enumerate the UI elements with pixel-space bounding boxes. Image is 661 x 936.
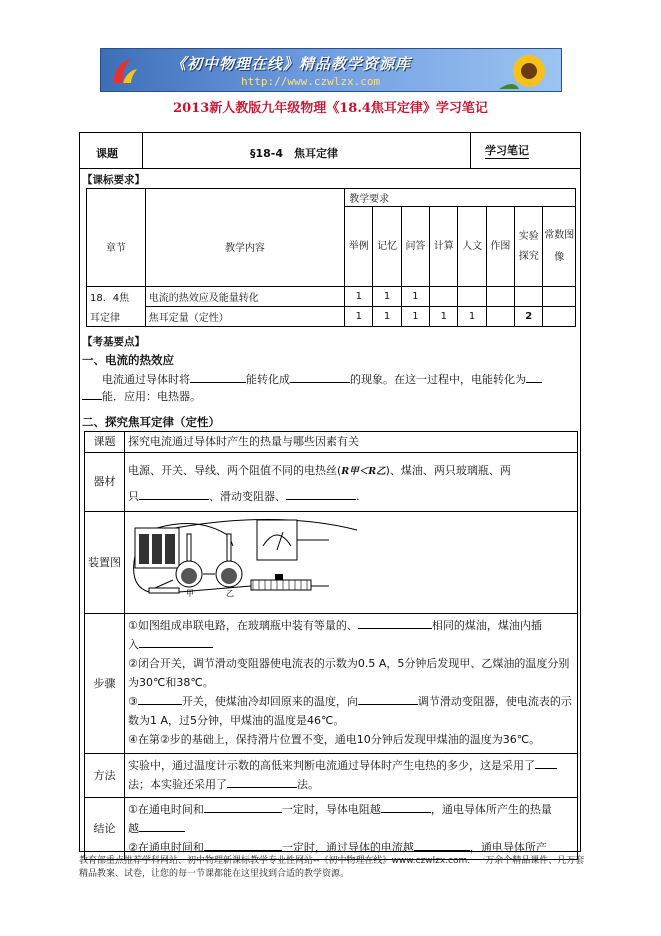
ammeter-icon [257, 520, 297, 560]
circuit-diagram [129, 516, 429, 604]
section-requirements: 【课标要求】 [82, 174, 145, 186]
label-topic: 课题 [85, 432, 125, 453]
label-conclusion: 结论 [85, 798, 125, 860]
col-h: 常数图像 [543, 207, 576, 287]
topic-label: 课题 [96, 147, 118, 160]
col-h: 作图 [486, 207, 514, 287]
method-text: 实验中，通过温度计示数的高低来判断电流通过导体时产生电热的多少，这是采用了 法；本实验还采用了 法。 [125, 754, 578, 798]
steps-text: ①如图组成串联电路，在玻璃瓶中装有等量的、 相同的煤油，煤油内插 入 ②闭合开关，调节滑动变阻器使电流表的示数为0.5 A，5分钟后发现甲、乙煤油的温度分别为30℃和38℃。 ③ 开关，使煤油冷却回原来的温度，向 调节滑动变阻器，使电流表的示数为1 A，过5分钟，甲煤油的温度是46℃。 ④在第②步的基础上，保持滑片位置不变，通电10分钟后发现甲煤油的温度为36℃。 [125, 614, 578, 754]
logo-icon [109, 55, 139, 87]
page-title: 2013新人教版九年级物理《18.4焦耳定律》学习笔记 [173, 101, 488, 116]
battery-icon [135, 528, 179, 568]
site-banner [100, 48, 562, 92]
switch-icon [149, 580, 179, 593]
bottle-jia [176, 534, 202, 587]
experiment-topic: 探究电流通过导体时产生的热量与哪些因素有关 [125, 432, 578, 453]
requirements-table [86, 188, 576, 327]
col-h: 人文 [458, 207, 486, 287]
conclusion-text: ①在通电时间和 一定时，导体电阻越 ，通电导体所产生的热量 越 ②在通电时间和 一定时，通过导体的电流越 ，通电导体所产 [125, 798, 578, 860]
table-row: 18．4焦 电流的热效应及能量转化 1 1 1 [87, 287, 576, 307]
label-steps: 步骤 [85, 614, 125, 754]
col-h: 记忆 [373, 207, 401, 287]
table-row: 耳定律 焦耳定量（定性） 1 1 1 1 1 2 [87, 307, 576, 327]
heading-heat-effect: 一、电流的热效应 [82, 353, 174, 367]
topic-header [80, 133, 580, 169]
label-method: 方法 [85, 754, 125, 798]
label-device: 装置图 [85, 512, 125, 614]
sunflower-icon [499, 51, 553, 91]
heat-effect-text-2: 能．应用：电热器。 [82, 388, 201, 405]
banner-title: 《初中物理在线》精品教学资源库 [171, 55, 412, 73]
col-chapter: 章节 [87, 207, 146, 287]
label-yi: 乙 [226, 589, 234, 598]
apparatus-diagram [125, 512, 578, 614]
equipment-text: 电源、开关、导线、两个阻值不同的电热丝(R甲＜R乙)、煤油、两只玻璃瓶、两 只 、滑动变阻器、 . [125, 453, 578, 512]
notes-label: 学习笔记 [485, 144, 529, 157]
section-exam: 【考基要点】 [82, 336, 145, 348]
col-h: 问答 [401, 207, 429, 287]
footer-note: 教育部重点推荐学科网站、初中物理新课标教学专业性网站--《初中物理在线》www.czwlzx.com．一万余个精品课件、几万套精品教案、试卷，让您的每一节课都能在这里找到合适的教学资源。 [79, 856, 585, 879]
banner-url[interactable]: http://www.czwlzx.com [241, 75, 381, 88]
col-h: 实验探究 [515, 207, 543, 287]
col-h: 计算 [430, 207, 458, 287]
rheostat-icon [251, 574, 311, 590]
experiment-table [84, 431, 578, 860]
col-h: 举例 [345, 207, 373, 287]
col-content: 教学内容 [145, 207, 344, 287]
label-jia: 甲 [186, 589, 194, 598]
label-equipment: 器材 [85, 453, 125, 512]
topic-name: §18-4 焦耳定律 [250, 147, 339, 160]
heat-effect-text: 电流通过导体时将 能转化成 的现象。在这一过程中，电能转化为 [102, 371, 577, 388]
heading-joule-law: 二、探究焦耳定律（定性） [82, 415, 220, 429]
req-group: 教学要求 [345, 189, 576, 207]
bottle-yi [216, 534, 242, 587]
notes-frame [79, 132, 581, 852]
